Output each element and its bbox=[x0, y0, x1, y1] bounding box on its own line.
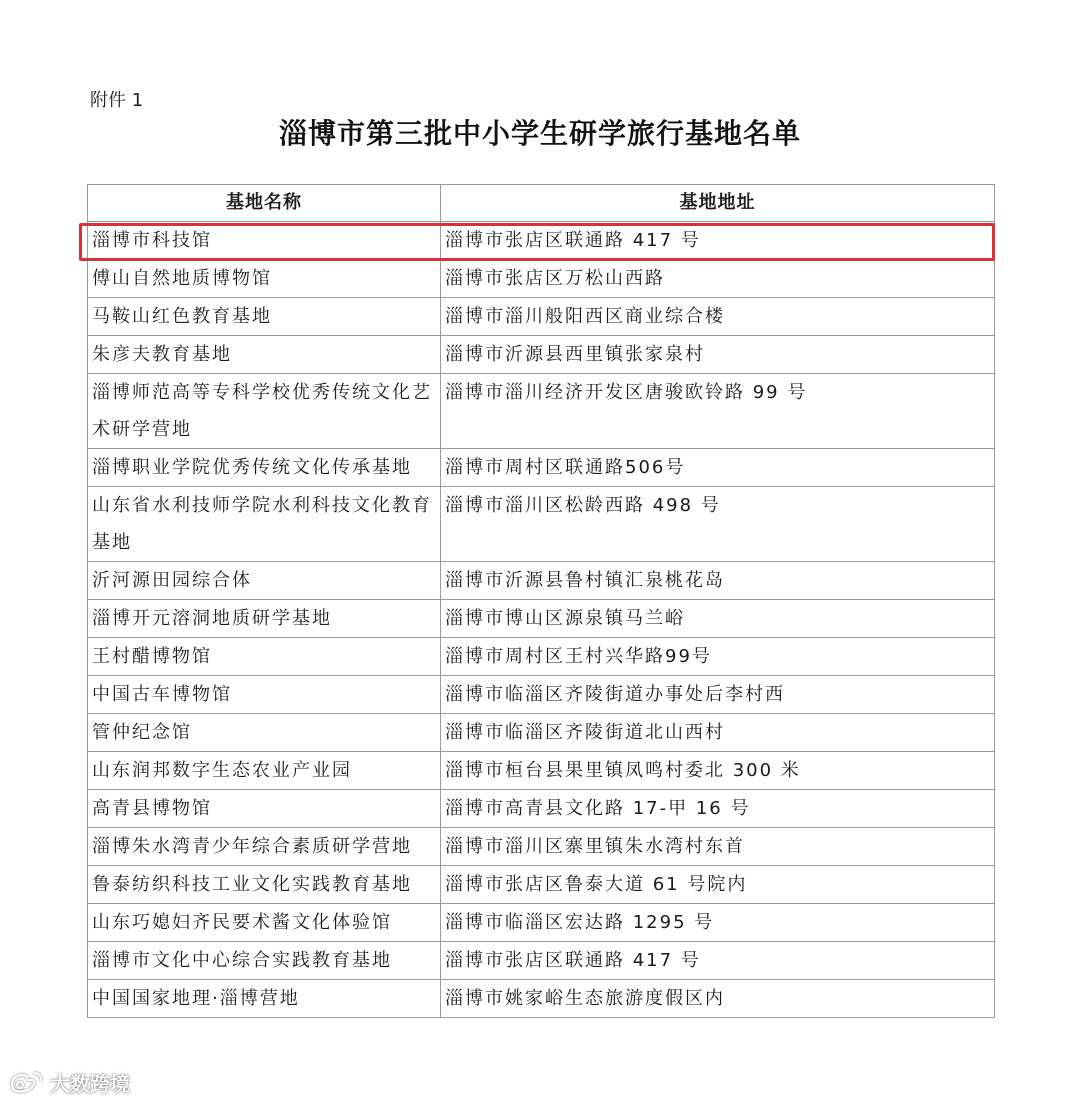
base-address-cell: 淄博市张店区鲁泰大道 61 号院内 bbox=[441, 866, 995, 904]
base-list-table bbox=[87, 184, 995, 1018]
header-base-name: 基地名称 bbox=[88, 185, 441, 222]
base-name-cell: 中国国家地理·淄博营地 bbox=[88, 980, 441, 1018]
base-name-cell: 山东巧媳妇齐民要术酱文化体验馆 bbox=[88, 904, 441, 942]
base-address-cell: 淄博市临淄区齐陵街道办事处后李村西 bbox=[441, 676, 995, 714]
base-address-cell: 淄博市沂源县西里镇张家泉村 bbox=[441, 336, 995, 374]
base-address-cell: 淄博市沂源县鲁村镇汇泉桃花岛 bbox=[441, 562, 995, 600]
base-list-table-container bbox=[87, 184, 994, 1018]
base-name-cell: 中国古车博物馆 bbox=[88, 676, 441, 714]
base-address-cell: 淄博市姚家峪生态旅游度假区内 bbox=[441, 980, 995, 1018]
base-name-cell: 淄博市文化中心综合实践教育基地 bbox=[88, 942, 441, 980]
base-name-cell: 沂河源田园综合体 bbox=[88, 562, 441, 600]
base-address-cell: 淄博市张店区联通路 417 号 bbox=[441, 942, 995, 980]
base-name-cell: 傅山自然地质博物馆 bbox=[88, 260, 441, 298]
base-name-cell: 山东润邦数字生态农业产业园 bbox=[88, 752, 441, 790]
watermark-text: 大数跨境 bbox=[50, 1072, 130, 1096]
base-address-cell: 淄博市博山区源泉镇马兰峪 bbox=[441, 600, 995, 638]
table-row bbox=[88, 298, 995, 336]
table-row bbox=[88, 260, 995, 298]
table-row bbox=[88, 714, 995, 752]
base-name-cell: 王村醋博物馆 bbox=[88, 638, 441, 676]
table-row bbox=[88, 600, 995, 638]
base-name-cell: 高青县博物馆 bbox=[88, 790, 441, 828]
table-row bbox=[88, 638, 995, 676]
table-header-row bbox=[88, 185, 995, 222]
base-name-cell: 淄博市科技馆 bbox=[88, 222, 441, 260]
weibo-logo-icon bbox=[8, 1070, 44, 1096]
watermark bbox=[8, 1068, 130, 1097]
base-name-cell: 鲁泰纺织科技工业文化实践教育基地 bbox=[88, 866, 441, 904]
base-address-cell: 淄博市临淄区齐陵街道北山西村 bbox=[441, 714, 995, 752]
base-name-cell: 淄博师范高等专科学校优秀传统文化艺术研学营地 bbox=[88, 374, 441, 449]
table-row bbox=[88, 828, 995, 866]
table-row bbox=[88, 449, 995, 487]
base-name-cell: 淄博朱水湾青少年综合素质研学营地 bbox=[88, 828, 441, 866]
base-name-cell: 管仲纪念馆 bbox=[88, 714, 441, 752]
table-row bbox=[88, 676, 995, 714]
table-row bbox=[88, 336, 995, 374]
base-name-cell: 朱彦夫教育基地 bbox=[88, 336, 441, 374]
base-address-cell: 淄博市周村区王村兴华路99号 bbox=[441, 638, 995, 676]
document-title: 淄博市第三批中小学生研学旅行基地名单 bbox=[278, 117, 801, 150]
base-name-cell: 淄博开元溶洞地质研学基地 bbox=[88, 600, 441, 638]
table-row bbox=[88, 752, 995, 790]
base-address-cell: 淄博市淄川经济开发区唐骏欧铃路 99 号 bbox=[441, 374, 995, 449]
table-row bbox=[88, 904, 995, 942]
table-row bbox=[88, 980, 995, 1018]
table-row bbox=[88, 374, 995, 449]
table-row bbox=[88, 866, 995, 904]
base-address-cell: 淄博市高青县文化路 17-甲 16 号 bbox=[441, 790, 995, 828]
table-row bbox=[88, 942, 995, 980]
header-base-address: 基地地址 bbox=[441, 185, 995, 222]
base-name-cell: 山东省水利技师学院水利科技文化教育基地 bbox=[88, 487, 441, 562]
attachment-label: 附件 1 bbox=[90, 90, 144, 111]
base-address-cell: 淄博市周村区联通路506号 bbox=[441, 449, 995, 487]
table-row bbox=[88, 222, 995, 260]
base-address-cell: 淄博市淄川区松龄西路 498 号 bbox=[441, 487, 995, 562]
base-name-cell: 马鞍山红色教育基地 bbox=[88, 298, 441, 336]
base-address-cell: 淄博市淄川区寨里镇朱水湾村东首 bbox=[441, 828, 995, 866]
base-address-cell: 淄博市临淄区宏达路 1295 号 bbox=[441, 904, 995, 942]
base-address-cell: 淄博市桓台县果里镇凤鸣村委北 300 米 bbox=[441, 752, 995, 790]
base-address-cell: 淄博市张店区联通路 417 号 bbox=[441, 222, 995, 260]
table-row bbox=[88, 487, 995, 562]
base-name-cell: 淄博职业学院优秀传统文化传承基地 bbox=[88, 449, 441, 487]
table-row bbox=[88, 562, 995, 600]
table-row bbox=[88, 790, 995, 828]
base-address-cell: 淄博市淄川般阳西区商业综合楼 bbox=[441, 298, 995, 336]
base-address-cell: 淄博市张店区万松山西路 bbox=[441, 260, 995, 298]
